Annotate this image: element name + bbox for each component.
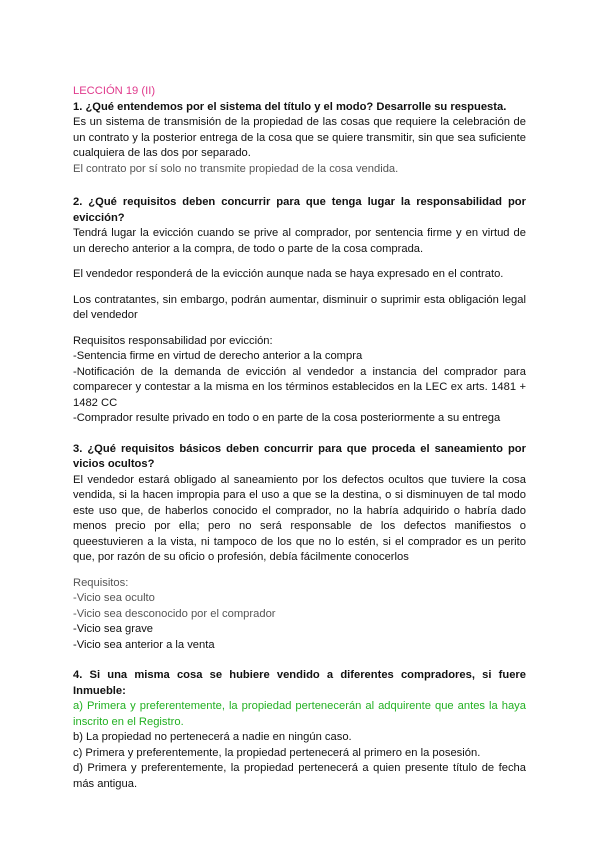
option-c: c) Primera y preferentemente, la propiedad pertenecerá al primero en la posesión. xyxy=(73,746,481,759)
answer-3-requirements-title: Requisitos: xyxy=(73,576,129,589)
question-2: 2. ¿Qué requisitos deben concurrir para que tenga lugar la responsabilidad por evicción? xyxy=(73,196,526,224)
answer-3: El vendedor estará obligado al saneamiento por los defectos ocultos que tuviere la cosa vendida, si la hacen impropia para el uso a que se la destina, o si disminuyen de tal modo este uso que, de haberlos conocido el comprador, no la habría adquirido o habría dado menos precio por ella; pero no será responsable de los defectos manifiestos o queestuvieren a la vista, ni tampoco de los que no lo estén, si el comprador es un perito que, por razón de su oficio o profesión, debía fácilmente conocerlos xyxy=(73,473,526,563)
answer-2-requirement-1: -Sentencia firme en virtud de derecho anterior a la compra xyxy=(73,350,363,362)
answer-3-requirement-4: -Vicio sea anterior a la venta xyxy=(73,638,215,651)
option-d: d) Primera y preferentemente, la propiedad pertenecerá a quien presente título de fecha más antigua. xyxy=(73,762,526,790)
answer-2-requirements-title: Requisitos responsabilidad por evicción: xyxy=(73,334,273,347)
option-a-correct: a) Primera y preferentemente, la propiedad pertenecerán al adquirente que antes la haya inscrito en el Registro. xyxy=(73,700,526,728)
answer-3-requirement-3: -Vicio sea grave xyxy=(73,623,154,635)
question-1: 1. ¿Qué entendemos por el sistema del título y el modo? Desarrolle su respuesta. xyxy=(73,100,507,113)
option-b: b) La propiedad no pertenecerá a nadie en ningún caso. xyxy=(73,731,352,743)
answer-1-note: El contrato por sí solo no transmite propiedad de la cosa vendida. xyxy=(73,162,399,175)
answer-3-requirement-2: -Vicio sea desconocido por el comprador xyxy=(73,607,276,620)
answer-2-requirement-2: -Notificación de la demanda de evicción al vendedor a instancia del comprador para comparecer y contestar a la misma en los términos establecidos en la LEC ex arts. 1481 + 1482 CC xyxy=(73,365,526,409)
answer-3-requirement-1: -Vicio sea oculto xyxy=(73,592,155,604)
lesson-title: LECCIÓN 19 (II) xyxy=(73,85,156,97)
answer-2-paragraph-3: Los contratantes, sin embargo, podrán aumentar, disminuir o suprimir esta obligación legal del vendedor xyxy=(73,293,526,321)
answer-2-paragraph-1: Tendrá lugar la evicción cuando se prive al comprador, por sentencia firme y en virtud de un derecho anterior a la compra, de todo o parte de la cosa comprada. xyxy=(73,227,526,255)
answer-1: Es un sistema de transmisión de la propiedad de las cosas que requiere la celebración de un contrato y la posterior entrega de la cosa que se quiere transmitir, sin que sea suficiente cualquiera de las dos por separado. xyxy=(73,116,526,159)
answer-2-paragraph-2: El vendedor responderá de la evicción aunque nada se haya expresado en el contrato. xyxy=(73,268,504,280)
answer-2-requirement-3: -Comprador resulte privado en todo o en parte de la cosa posteriormente a su entrega xyxy=(73,412,501,424)
question-4: 4. Si una misma cosa se hubiere vendido a diferentes compradores, si fuere Inmueble: xyxy=(73,669,526,697)
question-3: 3. ¿Qué requisitos básicos deben concurrir para que proceda el saneamiento por vicios ocultos? xyxy=(73,442,526,470)
